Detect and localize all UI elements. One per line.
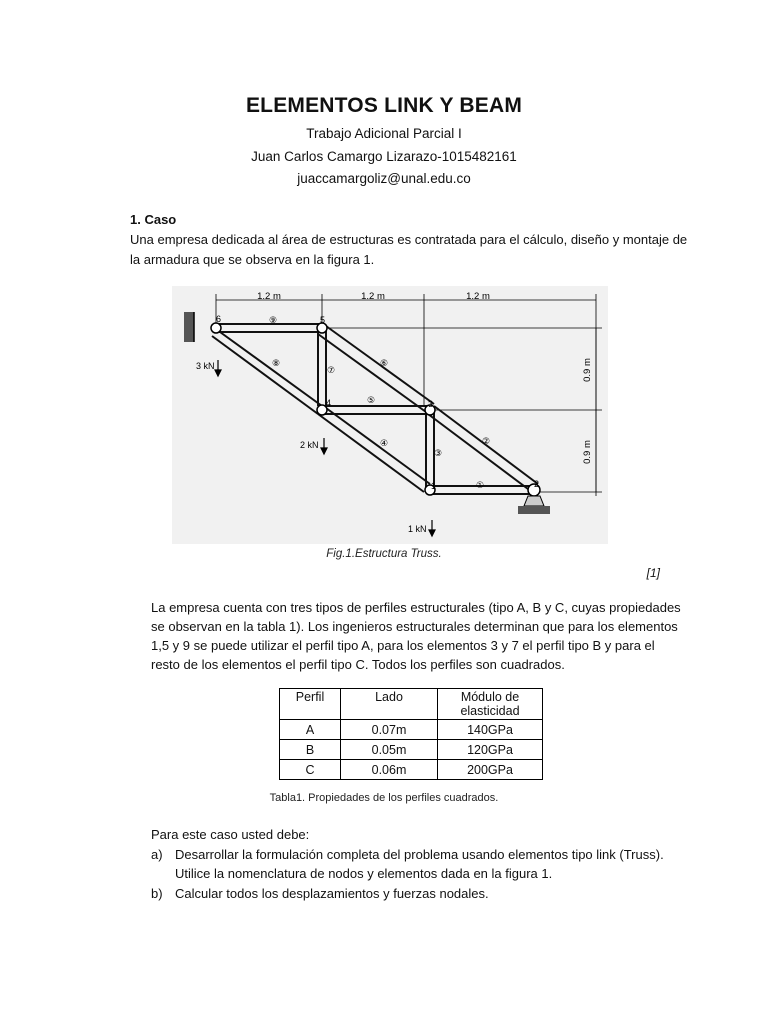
table-caption: Tabla1. Propiedades de los perfiles cuadrados. [269,792,499,804]
dim-label-top-1: 1.2 m [257,291,281,302]
figure-caption: Fig.1.Estructura Truss. [326,548,442,560]
load-label-1kn: 1 kN [408,524,427,534]
element-label-3: ③ [434,449,443,459]
header-modulo-line1: Módulo de [460,690,520,704]
truss-diagram [172,286,608,544]
document-email: juaccamargoliz@unal.edu.co [297,171,471,186]
element-label-7: ⑦ [327,366,336,376]
node-label-5: 5 [320,315,326,325]
element-label-4: ④ [380,439,389,449]
element-label-1: ① [476,481,485,491]
node-label-2: 2 [534,479,540,489]
paragraph-line-4: resto de los elementos el perfil tipo C. Todos los perfiles son cuadrados. [151,657,565,672]
wall-support [184,312,194,342]
document-title: ELEMENTOS LINK Y BEAM [245,94,523,117]
paragraph-line-1: La empresa cuenta con tres tipos de perfiles estructurales (tipo A, B y C, cuyas propiedades [151,600,681,615]
profiles-table [279,688,543,780]
cell-lado: 0.06m [341,760,438,780]
cell-modulo: 140GPa [438,720,543,740]
task-b-mark: b) [151,886,163,901]
cell-lado: 0.05m [341,740,438,760]
case-heading: 1. Caso [130,212,177,227]
dim-label-right-1: 0.9 m [582,358,593,382]
table-header-row [280,689,543,720]
load-label-3kn: 3 kN [196,361,215,371]
cell-perfil: C [280,760,341,780]
cell-perfil: A [280,720,341,740]
cell-modulo: 200GPa [438,760,543,780]
table-row [280,720,543,740]
document-subtitle: Trabajo Adicional Parcial I [306,126,462,141]
truss-joints [211,323,540,496]
node-label-6: 6 [216,314,222,324]
header-modulo [438,689,543,720]
task-a-line1: Desarrollar la formulación completa del problema usando elementos tipo link (Truss). [175,847,664,862]
element-label-2: ② [482,437,491,447]
case-intro-line2: la armadura que se observa en la figura 1. [130,252,375,267]
tasks-heading: Para este caso usted debe: [151,827,310,842]
task-a-mark: a) [151,847,163,862]
task-a-line2: Utilice la nomenclatura de nodos y elementos dada en la figura 1. [175,866,553,881]
node-label-3: 3 [428,399,434,409]
table-row [280,740,543,760]
element-label-5: ⑤ [367,396,376,406]
task-b-line1: Calcular todos los desplazamientos y fuerzas nodales. [175,886,489,901]
truss-figure [172,286,608,544]
element-label-8: ⑧ [272,359,281,369]
load-label-2kn: 2 kN [300,440,319,450]
header-lado: Lado [341,689,438,720]
cell-lado: 0.07m [341,720,438,740]
table-row [280,760,543,780]
node-label-1: 1 [431,481,437,491]
paragraph-line-3: 1,5 y 9 se puede utilizar el perfil tipo A, para los elementos 3 y 7 el perfil tipo B y para el [151,638,655,653]
dim-label-top-2: 1.2 m [361,291,385,302]
cell-modulo: 120GPa [438,740,543,760]
figure-reference: [1] [646,566,660,580]
paragraph-line-2: se observan en la tabla 1). Los ingenieros estructurales determinan que para los elementos [151,619,678,634]
dim-label-top-3: 1.2 m [466,291,490,302]
document-author: Juan Carlos Camargo Lizarazo-1015482161 [251,149,517,164]
node-label-4: 4 [326,398,332,408]
element-label-9: ⑨ [269,316,278,326]
header-perfil: Perfil [280,689,341,720]
case-intro-line1: Una empresa dedicada al área de estructuras es contratada para el cálculo, diseño y montaje de [130,232,688,247]
dim-label-right-2: 0.9 m [582,440,593,464]
pin-support [518,496,550,514]
cell-perfil: B [280,740,341,760]
header-modulo-line2: elasticidad [460,704,520,718]
truss-members [212,324,538,494]
element-label-6: ⑥ [380,359,389,369]
